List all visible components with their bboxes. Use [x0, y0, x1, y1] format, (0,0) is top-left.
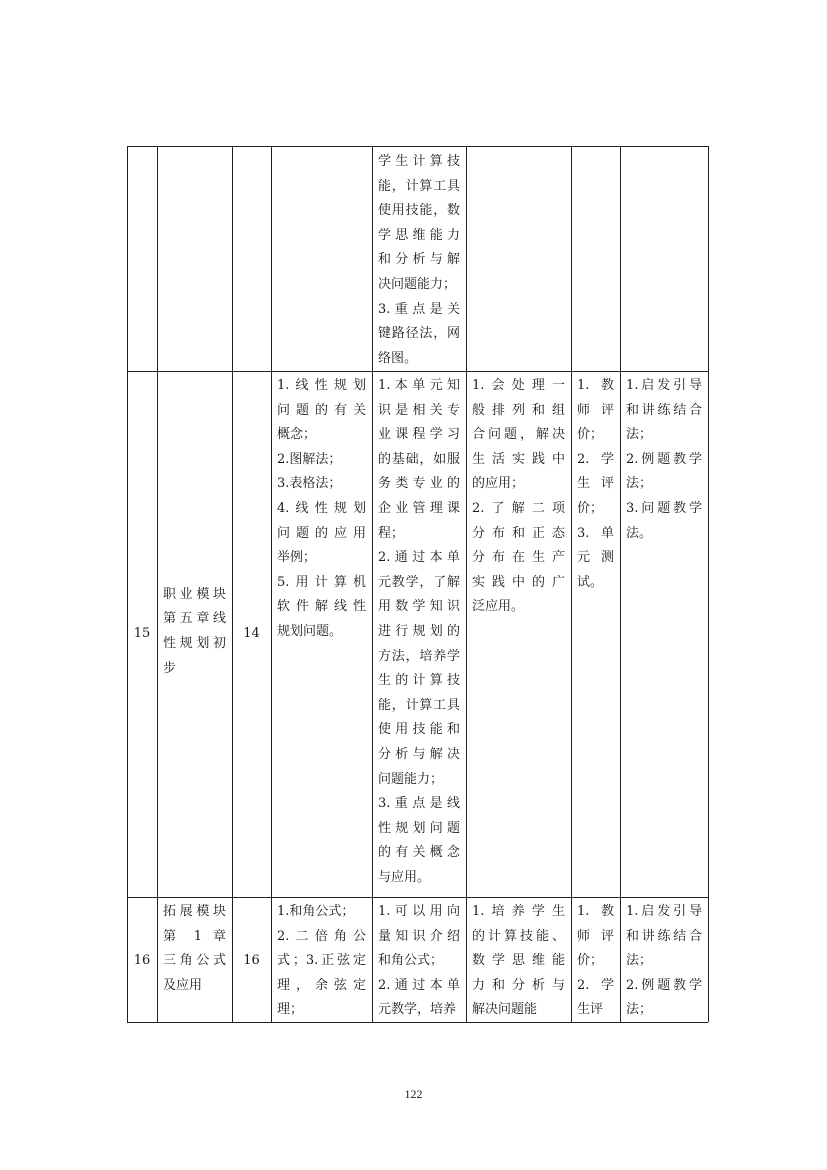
- cell-text-line: 法；: [626, 953, 653, 969]
- content-cell: [277, 897, 366, 1022]
- cell-text-line: 2.学: [577, 977, 614, 993]
- hours-cell: [238, 897, 265, 1022]
- methods-cell: [626, 146, 702, 371]
- cell-text-line: 与应用。: [378, 870, 431, 885]
- cell-text-line: 3.重点是关: [378, 301, 460, 317]
- requirements-cell: [378, 897, 460, 1022]
- cell-text-line: 方法，培养学: [378, 648, 460, 664]
- cell-text-line: 和角公式；: [378, 953, 444, 969]
- cell-text-line: 1.启发引导: [626, 904, 702, 919]
- requirements-cell: [378, 371, 460, 897]
- cell-text-line: 1.启发引导: [626, 378, 702, 393]
- cell-text-line: 1.培养学生: [472, 904, 565, 919]
- cell-text-line: 业课程学习: [378, 427, 460, 443]
- cell-text-line: 1.教: [577, 378, 614, 393]
- methods-cell: [626, 371, 702, 897]
- cell-text-line: 软件解线性: [277, 599, 366, 615]
- cell-text-line: 举例；: [277, 550, 317, 566]
- cell-text-line: 学生计算技: [378, 154, 460, 169]
- objectives-cell: [472, 146, 565, 371]
- cell-text-line: 2.学: [577, 451, 614, 467]
- cell-text-line: 第五章线: [163, 611, 226, 627]
- cell-text-line: 3.表格法；: [277, 476, 342, 492]
- cell-text-line: 问题能力；: [378, 771, 444, 787]
- cell-text-line: 职业模块: [163, 586, 226, 602]
- hours-cell: [238, 146, 265, 371]
- cell-text-line: 2.了解二项: [472, 501, 565, 516]
- cell-text-line: 1.和角公式；: [277, 904, 355, 919]
- cell-text-line: 和讲练结合: [626, 928, 702, 944]
- content-cell: [277, 371, 366, 897]
- cell-text-line: 步: [163, 660, 177, 676]
- cell-text-line: 价；: [577, 427, 604, 443]
- cell-text-line: 络图。: [378, 350, 418, 366]
- cell-text-line: 和分析与解: [378, 252, 460, 268]
- cell-text-line: 2.图解法；: [277, 451, 342, 467]
- cell-text-line: 学思维能力: [378, 227, 460, 243]
- cell-text-line: 程；: [378, 525, 405, 541]
- cell-text-line: 2.通过本单: [378, 550, 460, 566]
- cell-text-line: 力和分析与: [472, 977, 565, 993]
- cell-text-line: 法。: [626, 525, 653, 541]
- cell-text-line: 分析与解决: [378, 747, 460, 762]
- cell-text-line: 价；: [577, 953, 604, 969]
- row-number-cell: [133, 897, 151, 1022]
- cell-text-line: 1.可以用向: [378, 904, 460, 919]
- cell-text-line: 2.例题教学: [626, 977, 702, 993]
- cell-text-line: 数学思维能: [472, 953, 565, 969]
- row-number-cell: [133, 146, 151, 371]
- cell-text-line: 三角公式: [163, 953, 226, 969]
- module-cell: [163, 146, 226, 371]
- cell-text-line: 用数学知识: [378, 599, 460, 615]
- cell-text-line: 师评: [577, 402, 614, 418]
- cell-text-line: 及应用: [163, 977, 203, 993]
- cell-text-line: [238, 152, 265, 172]
- cell-text-line: 3.重点是线: [378, 796, 460, 812]
- cell-text-line: 使用技能和: [378, 722, 460, 738]
- evaluation-cell: [577, 897, 614, 1022]
- module-cell: [163, 371, 226, 897]
- cell-text-line: 拓展模块: [163, 904, 226, 919]
- cell-text-line: 泛应用。: [472, 599, 525, 615]
- cell-text-line: 概念；: [277, 427, 317, 443]
- cell-text-line: 法；: [626, 476, 653, 492]
- cell-text-line: 2.例题教学: [626, 451, 702, 467]
- cell-text-line: 能，计算工具: [378, 178, 460, 194]
- cell-text-line: 识是相关专: [378, 402, 460, 418]
- cell-text-line: 4.线性规划: [277, 501, 366, 516]
- cell-text-line: 15: [133, 626, 151, 641]
- cell-text-line: 问题的有关: [277, 402, 366, 418]
- cell-text-line: 量知识介绍: [378, 928, 460, 944]
- cell-text-line: 2.二倍角公: [277, 928, 366, 944]
- cell-text-line: 价；: [577, 501, 604, 516]
- cell-text-line: 1.本单元知: [378, 378, 460, 393]
- methods-cell: [626, 897, 702, 1022]
- cell-text-line: 规划问题。: [277, 624, 343, 639]
- cell-text-line: 2.通过本单: [378, 977, 460, 993]
- cell-text-line: 生的计算技: [378, 673, 460, 689]
- cell-text-line: 3.问题教学: [626, 501, 702, 516]
- content-cell: [277, 146, 366, 371]
- cell-text-line: 1.教: [577, 904, 614, 919]
- cell-text-line: 性规划初: [163, 636, 226, 651]
- cell-text-line: 元教学，了解: [378, 574, 460, 590]
- cell-text-line: 性规划问题: [378, 820, 460, 836]
- evaluation-cell: [577, 371, 614, 897]
- objectives-cell: [472, 371, 565, 897]
- cell-text-line: [133, 152, 151, 172]
- module-cell: [163, 897, 226, 1022]
- cell-text-line: 的计算技能、: [472, 928, 565, 944]
- cell-text-line: 理，余弦定: [277, 977, 366, 993]
- cell-text-line: 5.用计算机: [277, 574, 366, 590]
- cell-text-line: 生评: [577, 1002, 604, 1018]
- cell-text-line: 试。: [577, 574, 604, 590]
- cell-text-line: 法；: [626, 427, 653, 443]
- requirements-cell: [378, 146, 460, 371]
- cell-text-line: 般排列和组: [472, 402, 565, 418]
- cell-text-line: 16: [243, 953, 260, 969]
- cell-text-line: 3.单: [577, 525, 614, 541]
- cell-text-line: 问题的应用: [277, 525, 366, 541]
- cell-text-line: 实践中的广: [472, 574, 565, 590]
- cell-text-line: 师评: [577, 928, 614, 944]
- cell-text-line: 决问题能力；: [378, 277, 457, 292]
- evaluation-cell: [577, 146, 614, 371]
- cell-text-line: 1.线性规划: [277, 378, 366, 393]
- cell-text-line: 分布在生产: [472, 550, 565, 566]
- cell-text-line: 理；: [277, 1002, 304, 1018]
- page-number: 122: [404, 1087, 423, 1101]
- cell-text-line: 键路径法，网: [378, 326, 460, 342]
- cell-text-line: 的有关概念: [378, 845, 460, 861]
- cell-text-line: 能，计算工具: [378, 697, 460, 713]
- cell-text-line: 解决问题能: [472, 1002, 538, 1018]
- row-number-cell: [133, 371, 151, 897]
- cell-text-line: 式；3.正弦定: [277, 953, 366, 969]
- cell-text-line: 合问题，解决: [472, 427, 565, 443]
- objectives-cell: [472, 897, 565, 1022]
- cell-text-line: 14: [243, 626, 260, 641]
- hours-cell: [238, 371, 265, 897]
- cell-text-line: 16: [133, 953, 151, 969]
- cell-text-line: 法；: [626, 1002, 653, 1018]
- cell-text-line: 元教学，培养: [378, 1002, 457, 1018]
- cell-text-line: 务类专业的: [378, 476, 460, 492]
- cell-text-line: 企业管理课: [378, 501, 460, 516]
- cell-text-line: 进行规划的: [378, 624, 460, 639]
- cell-text-line: 生活实践中: [472, 451, 565, 467]
- cell-text-line: 分布和正态: [472, 525, 565, 541]
- cell-text-line: 生评: [577, 476, 614, 492]
- cell-text-line: 1.会处理一: [472, 378, 565, 393]
- cell-text-line: 的应用；: [472, 476, 525, 492]
- cell-text-line: 使用技能，数: [378, 203, 460, 219]
- cell-text-line: 第 1 章: [163, 928, 226, 944]
- cell-text-line: 和讲练结合: [626, 402, 702, 418]
- cell-text-line: 元测: [577, 550, 614, 566]
- cell-text-line: 的基础，如服: [378, 451, 460, 467]
